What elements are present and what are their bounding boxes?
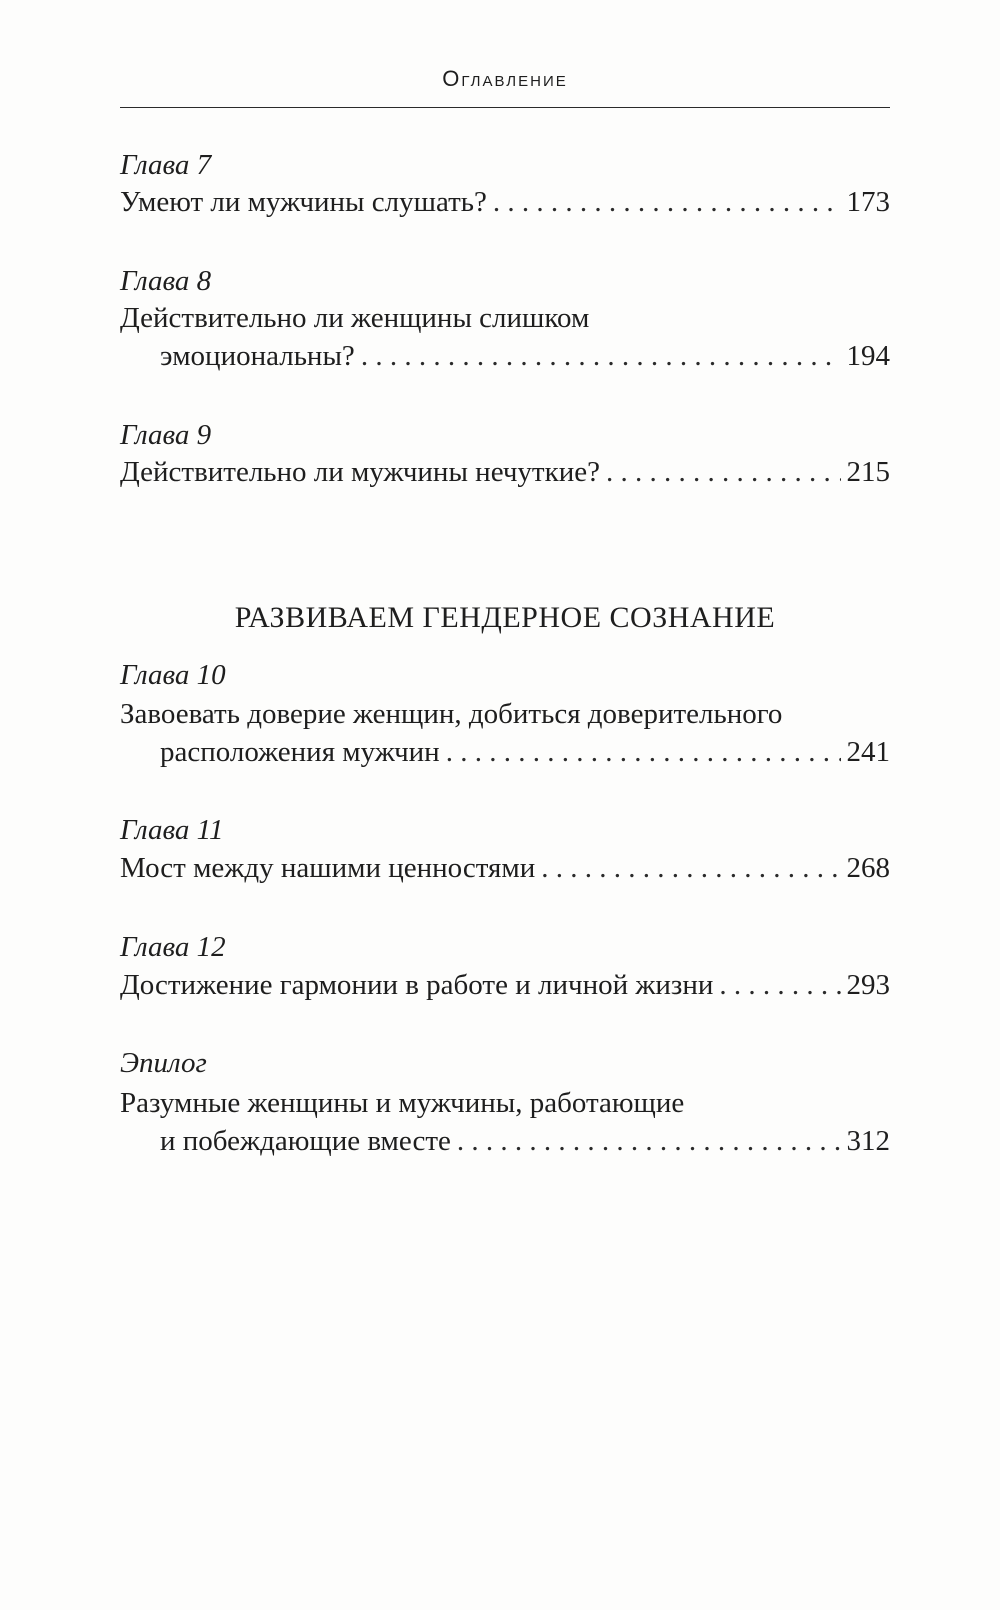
toc-entry[interactable]	[120, 966, 890, 1004]
toc-entry-title: Достижение гармонии в работе и личной жизни	[120, 969, 714, 1001]
header-rule	[120, 107, 890, 108]
page-number: 268	[846, 852, 890, 884]
chapter-label: Глава 11	[120, 814, 224, 846]
chapter-label: Глава 9	[120, 419, 212, 451]
toc-entry-line	[120, 695, 890, 733]
section-heading: РАЗВИВАЕМ ГЕНДЕРНОЕ СОЗНАНИЕ	[234, 601, 776, 634]
toc-entry-title: Завоевать доверие женщин, добиться доверительного	[120, 698, 783, 730]
toc-entry[interactable]	[120, 849, 890, 887]
chapter-label: Глава 10	[120, 659, 226, 691]
toc-entry-line	[120, 1084, 890, 1122]
page-number: 173	[846, 186, 890, 218]
toc-entry-title: Действительно ли мужчины нечуткие?	[120, 456, 600, 488]
toc-entry-title: Действительно ли женщины слишком	[120, 302, 590, 334]
toc-entry[interactable]	[160, 337, 890, 375]
toc-entry-title-continued: и побеждающие вместе	[160, 1125, 451, 1157]
toc-entry-line	[120, 299, 890, 337]
toc-entry[interactable]	[120, 183, 890, 221]
leader-dots	[493, 183, 841, 221]
chapter-label: Эпилог	[120, 1047, 207, 1079]
toc-entry[interactable]	[160, 733, 890, 771]
page-number: 241	[846, 736, 890, 768]
page-number: 293	[846, 969, 890, 1001]
leader-dots	[361, 337, 841, 375]
leader-dots	[457, 1122, 841, 1160]
chapter-label: Глава 8	[120, 265, 212, 297]
leader-dots	[719, 966, 840, 1004]
page-number: 312	[846, 1125, 890, 1157]
running-header: Оглавление	[442, 66, 568, 91]
toc-entry-title-continued: расположения мужчин	[160, 736, 440, 768]
leader-dots	[541, 849, 840, 887]
leader-dots	[446, 733, 841, 771]
toc-entry-title: Умеют ли мужчины слушать?	[120, 186, 487, 218]
chapter-label: Глава 12	[120, 931, 226, 963]
toc-entry[interactable]	[160, 1122, 890, 1160]
leader-dots	[606, 453, 841, 491]
page-number: 194	[846, 340, 890, 372]
toc-entry-title: Разумные женщины и мужчины, работающие	[120, 1087, 685, 1119]
chapter-label: Глава 7	[120, 149, 212, 181]
toc-entry-title: Мост между нашими ценностями	[120, 852, 536, 884]
page-number: 215	[846, 456, 890, 488]
toc-entry[interactable]	[120, 453, 890, 491]
toc-entry-title-continued: эмоциональны?	[160, 340, 355, 372]
